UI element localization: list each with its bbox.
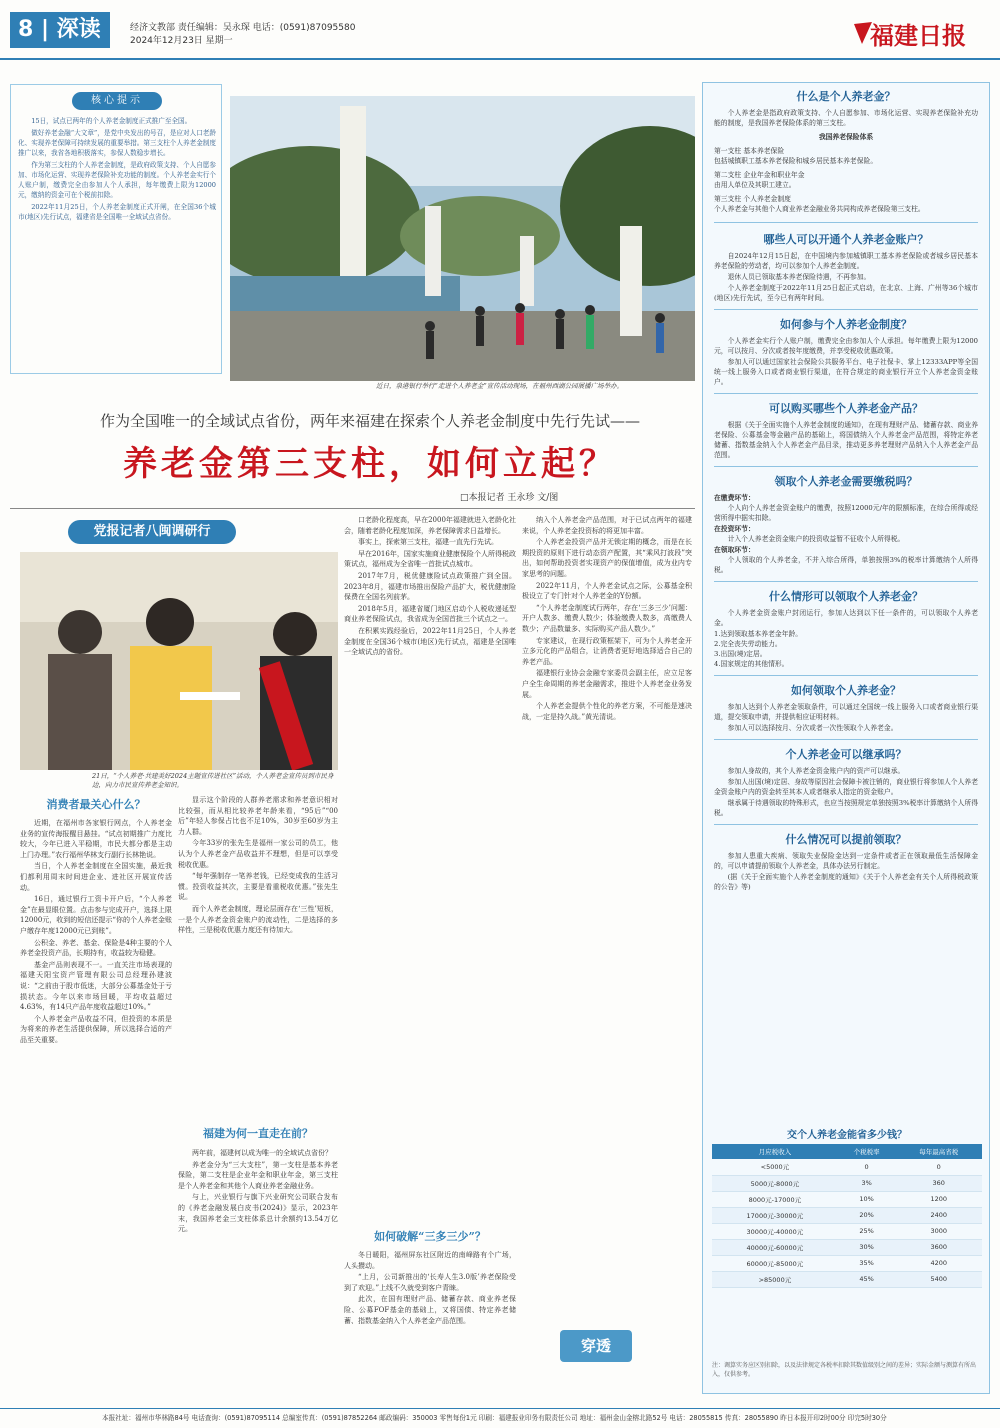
people-scene-image <box>20 552 338 770</box>
article-column-c: 口老龄化程度高，早在2000年福建就进入老龄化社会，随着老龄化程度加深，养老保障需求日益增长。 事实上，探索第三支柱，福建一直先行先试。 早在2016年，国家实施商业健康保险个人所得税政策试点，福州成为全省唯一首批试点城市。 2017年7月，税优健康险试点政策推广到全国。2023年8月，福建市场推出保险产品扩大，税优健康险保费在全国名列前茅。 2018年5月，福建省厦门地区启动个人税收递延型商业养老保险试点，我省成为全国首批三个试点之一。 在积累实践经验后，2022年11月25日，个人养老金制度在全国36个城市(地区)先行试点，福建是全国唯一全域试点的省份。 <box>344 516 516 657</box>
header-info <box>130 22 355 48</box>
series-stamp: 穿透 <box>560 1330 632 1362</box>
qa-question-1: 什么是个人养老金？ <box>796 90 896 103</box>
section-heading-break: 如何破解“三多三少”？ <box>374 1230 486 1243</box>
header-editor-line: 经济文教部 责任编辑：吴永琛 电话：(0591)87095580 <box>130 23 356 33</box>
core-summary-title: 核心提示 <box>72 92 162 110</box>
article-headline: 养老金第三支柱，如何立起？ <box>123 444 617 484</box>
article-column-a: 近期，在福州市各家银行网点，个人养老金业务的宣传海报醒目悬挂。“试点初期推广力度比较大，今年已进入平稳期，市民大都分都是主动上门办理。”农行福州华林支行副行长林艳说。 当日，个人养老金制度在全国实施，最近我们都利用周末时间进企业、进社区开展宣传活动。 16日，通过银行工资卡开户后，“个人养老金”在最显眼位置。点击参与完成开户，选择上限12000元，收到的短信还提示“你的个人养老金账户缴存年度12000元已到账”。 公积金、养老、基金、保险是4种主要的个人养老金投资产品，长期持有，收益较为稳健。 基金产品则表现不一。一直关注市场表现的福建天阳宝资产管理有限公司总经理孙建波说：“之前由于股市低迷，大部分公募基金处于亏损状态。今年以来市场回暖，平均收益超过4.63%，有14只产品年度收益超过10%。” 个人养老金产品收益不同，但投资的本质是为将来的养老生活提供保障，所以选择合适的产品至关重要。 <box>20 819 172 1044</box>
header-rule <box>0 58 1000 60</box>
table-row: 40000元-60000元 30% 3600 <box>712 1239 982 1255</box>
park-scene-image <box>230 96 695 381</box>
table-row: 17000元-30000元 20% 2400 <box>712 1207 982 1223</box>
interview-photo <box>20 552 338 770</box>
tax-savings-table <box>712 1144 982 1288</box>
article-byline: □本报记者 王永珍 文/图 <box>460 493 559 503</box>
header-date: 2024年12月23日 星期一 <box>130 36 233 46</box>
qa-question-8: 个人养老金可以继承吗？ <box>785 748 907 761</box>
interview-photo-caption: 21日，“个人养老·共建美好2024主题宣传进社区”活动，个人养老金宣传员到市民身边，向力市民宣传养老金知识。 <box>92 772 334 789</box>
article-column-b: 显示这个阶段的人群养老需求和养老意识相对比较强，而从相比较养老年龄来看，“95后”“00后”年轻人参保占比也不足10%，30岁至60岁为主力人群。 今年33岁的张先生是福州一家公司的员工，他认为个人养老金产品收益并不理想，但是可以享受税收优惠。 “每年强制存一笔养老钱，已经变成我的生活习惯。投资收益其次，主要是看重税收优惠。”张先生说。 而个人养老金制度，理论层面存在‘三性’短板，一是个人养老金资金账户的流动性，二是选择的多样性，三是税收优惠力度还有待加大。 <box>178 796 338 935</box>
article-column-c2: 冬日暖阳，福州屏东社区附近的南峰路有个广场，人头攒动。 “上月，公司新推出的‘长寿人生3.0版’养老保险受到了欢迎。”上线不久就受到客户青睐。 此次，在国有理财产品、储蓄存款、商业养老保险、公募FOF基金的基础上，又将国债、特定养老储蓄、指数基金纳入个人养老金产品范围。 <box>344 1251 516 1325</box>
section-heading-why: 福建为何一直走在前？ <box>203 1127 313 1140</box>
section-heading-consumer: 消费者最关心什么？ <box>46 798 146 811</box>
pension-system-title: 我国养老保险体系 <box>818 133 874 141</box>
tax-table-note: 注：调算实务应区别扣除，以及法律规定各税率扣除其数值级别之间的差异；实际金额与测算有所出入，仅供参考。 <box>712 1362 977 1378</box>
qa-question-2: 哪些人可以开通个人养老金账户？ <box>763 233 929 246</box>
event-photo-caption: 近日，泉港银行举行“走进个人养老金”宣传活动现场，在福州西湖公园展播广场举办。 <box>376 382 624 390</box>
tax-table-title: 交个人养老金能省多少钱？ <box>787 1130 907 1141</box>
table-row: >85000元 45% 5400 <box>712 1271 982 1287</box>
qa-sidebar-content: 什么是个人养老金？ 个人养老金是指政府政策支持、个人自愿参加、市场化运营、实现养老保险补充功能的制度，是我国养老保险体系的第三支柱。 我国养老保险体系 第一支柱 基本养老保险 包括城镇职工基本养老保险和城乡居民基本养老保险。 第二支柱 企业年金和职业年金 由用人单位及其职工建立。 第三支柱 个人养老金制度 个人养老金与其他个人商业养老金融业务共同构成养老保险第三支柱。 哪些人可以开通个人养老金账户？ 自2024年12月15日起，在中国境内参加城镇职工基本养老保险或者城乡居民基本养老保险的劳动者，均可以参加个人养老金制度。 退休人员已领取基本养老保险待遇，不再参加。 个人养老金制度于2022年11月25日起正式启动，在北京、上海、广州等36个城市(地区)先行先试，至今已有两年时间。 如何参与个人养老金制度？ 个人养老金实行个人账户制，缴费完全由参加人个人承担。每年缴费上限为12000元，可以按月、分次或者按年度缴费，并享受税收优惠政策。 参加人可以通过国家社会保险公共服务平台、电子社保卡、掌上12333APP等全国统一线上服务入口或者商业银行渠道，在符合规定的商业银行开立个人养老金资金账户。 可以购买哪些个人养老金产品？ 根据《关于全面实施个人养老金制度的通知》，在现有理财产品、储蓄存款、商业养老保险、公募基金等金融产品的基础上，将国债纳入个人养老金产品范围，将特定养老储蓄、指数基金纳入个人养老金产品目录，推动更多养老理财产品纳入个人养老金产品范围。 领取个人养老金需要缴税吗？ 在缴费环节： 个人向个人养老金资金账户的缴费，按照12000元/年的限额标准，在综合所得或经营所得中据实扣除。 在投资环节： 计入个人养老金资金账户的投资收益暂不征收个人所得税。 在领取环节： 个人领取的个人养老金，不并入综合所得，单独按照3%的税率计算缴纳个人所得税。 什么情形可以领取个人养老金？ 个人养老金资金账户封闭运行，参加人达到以下任一条件的，可以领取个人养老金。 1.达到领取基本养老金年龄。 2.完全丧失劳动能力。 3.出国(境)定居。 4.国家规定的其他情形。 如何领取个人养老金？ 参加人达到个人养老金领取条件，可以通过全国统一线上服务入口或者商业银行渠道，提交领取申请，并提供相应证明材料。 参加人可以选择按月、分次或者一次性领取个人养老金。 个人养老金可以继承吗？ 参加人身故的，其个人养老金资金账户内的资产可以继承。 参加人出国(境)定居、身故等原因社会保障卡被注销的，商业银行将参加人个人养老金资金账户内的资金转至其本人或者继承人指定的资金账户。 继承属于待遇领取的特殊形式，也应当按照规定单独按照3%税率计算缴纳个人所得税。 什么情况可以提前领取？ 参加人患重大疾病、领取失业保险金达到一定条件或者正在领取最低生活保障金的，可以申请提前领取个人养老金，具体办法另行制定。 (据《关于全面实施个人养老金制度的通知》《关于个人养老金有关个人所得税政策的公告》等) <box>702 88 990 896</box>
table-row: <5000元 0 0 <box>712 1159 982 1175</box>
page-section-badge: 8 | 深读 <box>10 12 110 48</box>
page-footer: 本报社址：福州市华林路84号 电话查询：(0591)87095114 总编室传真：(0591)87852264 邮政编码：350003 零售每份1元 印刷：福建报业印务有限责任公司 地址：福州金山金榕北路52号 电话：28055815 传真：28055890 昨日本报开印2时00分 印完5时30分 <box>0 1408 1000 1428</box>
article-column-d: 纳入个人养老金产品范围，对于已试点两年的福建来说，个人养老金投资标的将更加丰富。 个人养老金投资产品并无锁定期的概念，而是在长期投资的原则下进行动态资产配置，其“乘风打波段”突出，如何帮助投资者实现资产的保值增值，成为业内专家思考的问题。 2022年11月，个人养老金试点之际，公募基金积极设立了专门针对个人养老金的Y份额。 “个人养老金制度试行两年，存在‘三多三少’问题：开户人数多、缴费人数少；体验缴费人数多，高缴费人数少；产品数量多、实际购买产品人数少。” 专家建议，在现行政策框架下，可为个人养老金开立多元化的产品组合，让消费者更好地选择适合自己的养老产品。 福建银行业协会金融专家委员会副主任，应立足客户全生命周期的养老金融需求，推进个人养老金业务发展。 个人养老金提供个性化的养老方案，不可能是速决战，一定是持久战。”黄光清说。 <box>522 516 692 721</box>
table-header-row: 月应税收入 个税税率 每年最高省税 <box>712 1144 982 1159</box>
qa-question-4: 可以购买哪些个人养老金产品？ <box>769 402 923 415</box>
newspaper-logo: 福建日报 <box>870 21 966 50</box>
qa-question-7: 如何领取个人养老金？ <box>791 684 901 697</box>
page-header <box>0 0 1000 58</box>
table-row: 8000元-17000元 10% 1200 <box>712 1191 982 1207</box>
qa-question-5: 领取个人养老金需要缴税吗？ <box>774 475 918 488</box>
pension-system-list: 第一支柱 基本养老保险 包括城镇职工基本养老保险和城乡居民基本养老保险。 第二支柱 企业年金和职业年金 由用人单位及其职工建立。 第三支柱 个人养老金制度 个人养老金与其他个人商业养老金融业务共同构成养老保险第三支柱。 <box>714 147 925 213</box>
qa-question-3: 如何参与个人养老金制度？ <box>780 318 912 331</box>
article-column-b2: 两年前，福建何以成为唯一的全域试点省份？ 养老金分为“三大支柱”，第一支柱是基本养老保险，第二支柱是企业年金和职业年金，第三支柱是个人养老金和其他个人商业养老金融业务。 与上，兴业银行与旗下兴业研究公司联合发布的《养老金融发展白皮书(2024)》显示，2023年末，我国养老金三支柱体系总计余额约13.54万亿元。 <box>178 1149 338 1234</box>
article-subheadline: 作为全国唯一的全域试点省份，两年来福建在探索个人养老金制度中先行先试—— <box>99 412 640 430</box>
qa-question-6: 什么情形可以领取个人养老金？ <box>769 590 923 603</box>
table-row: 5000元-8000元 3% 360 <box>712 1175 982 1191</box>
table-row: 60000元-85000元 35% 4200 <box>712 1255 982 1271</box>
headline-divider <box>10 508 695 509</box>
event-photo <box>230 96 695 381</box>
table-row: 30000元-40000元 25% 3000 <box>712 1223 982 1239</box>
column-tag: 党报记者八闽调研行 <box>68 520 236 544</box>
core-summary-text: 15日，试点已两年的个人养老金制度正式推广至全国。 做好养老金融“大文章”，是党中央发出的号召，是应对人口老龄化、实现养老保障可持续发展的重要举措。第三支柱个人养老金制度推广以来，我省各地积极落实，参保人数稳步增长。 作为第三支柱的个人养老金制度，是政府政策支持、个人自愿参加、市场化运营、实现养老保险补充功能的制度。个人养老金实行个人账户制，缴费完全由参加人个人承担，每年缴费上限为12000元，缴纳的资金可在个税前扣除。 2022年11月25日，个人养老金制度正式开闸，在全国36个城市(地区)先行试点，福建省是全国唯一全域试点省份。 <box>18 117 216 221</box>
qa-question-9: 什么情况可以提前领取？ <box>785 833 907 846</box>
